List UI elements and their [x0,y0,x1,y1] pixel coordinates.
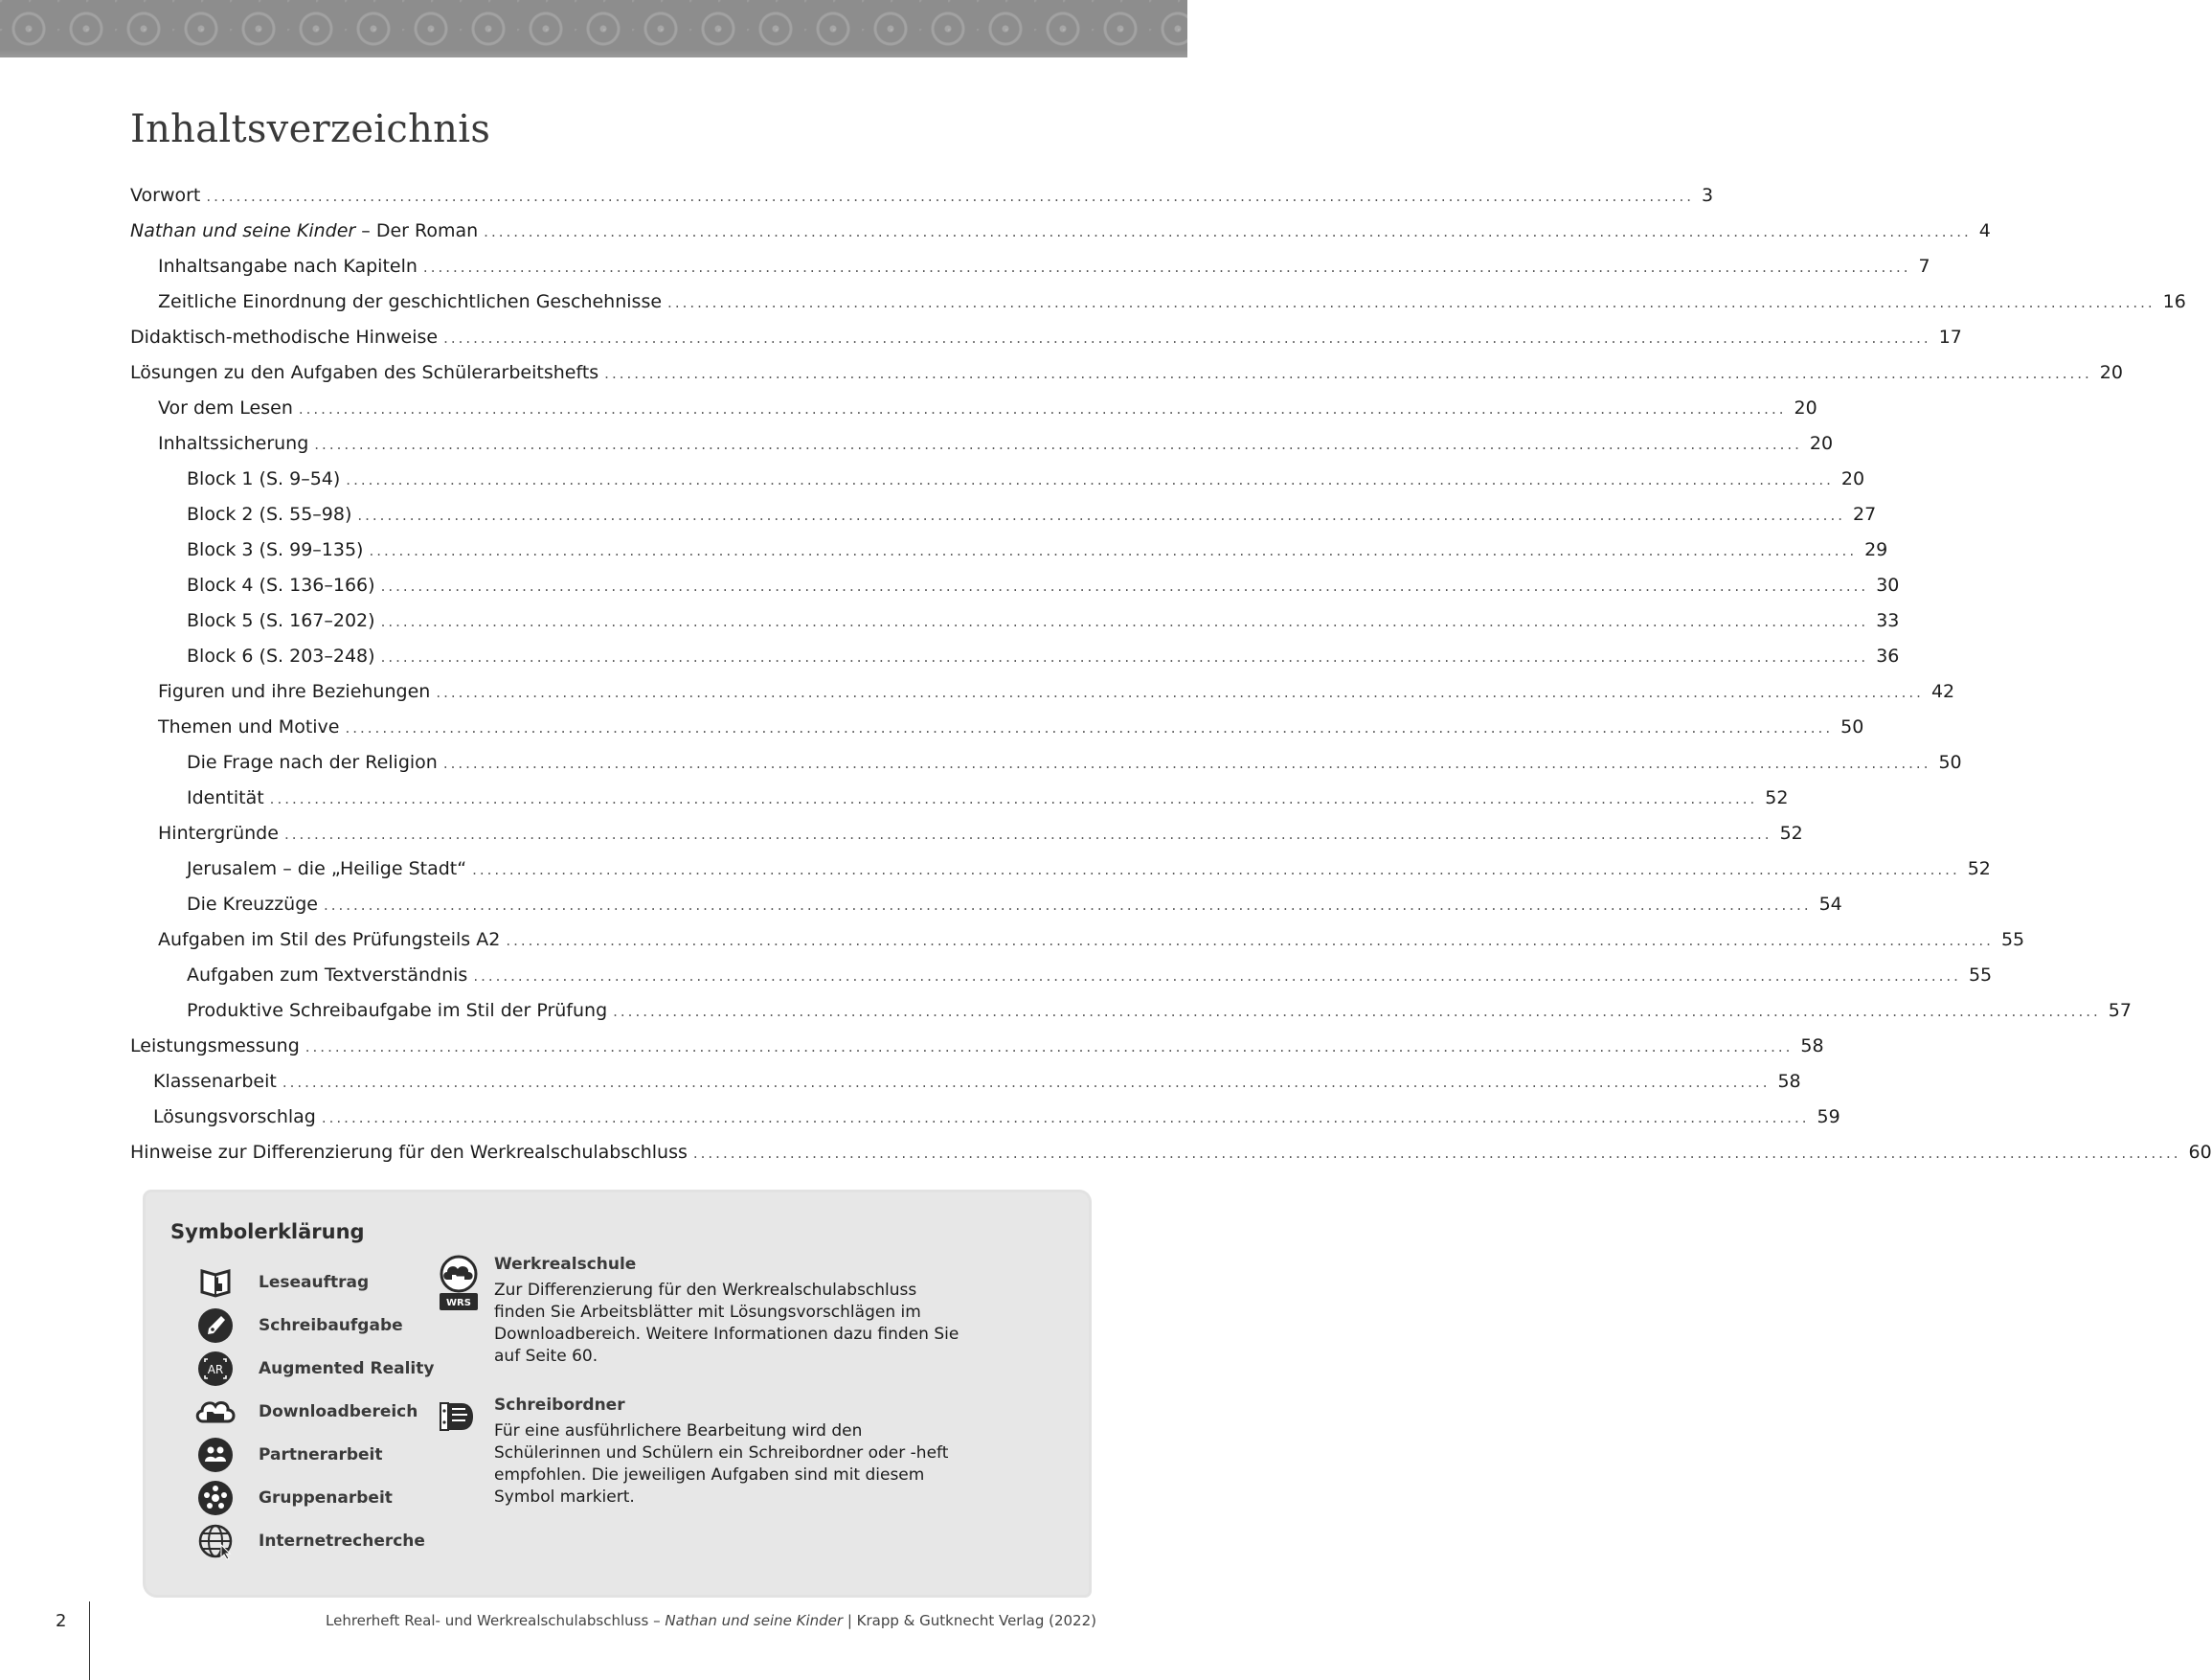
toc-dot-leader: ........................................................................................................................................................................................................ [436,684,1924,701]
footer-text-after: | Krapp & Gutknecht Verlag (2022) [843,1612,1096,1629]
toc-dot-leader: ........................................................................................................................................................................................................ [314,436,1802,453]
legend-label: Downloadbereich [259,1401,418,1421]
toc-entry-page: 42 [1930,681,1955,702]
toc-entry-text: Vor dem Lesen [158,397,293,419]
toc-entry-label [130,1035,300,1056]
toc-entry-label [130,965,467,986]
toc-entry-label [130,716,339,738]
toc-entry-label [130,1000,607,1021]
toc-entry-page: 59 [1817,1106,1840,1127]
toc-dot-leader: ........................................................................................................................................................................................................ [323,897,1812,914]
toc-entry [130,929,2025,965]
toc-entry-page: 16 [2162,291,2186,312]
toc-entry-page: 20 [1794,397,1817,419]
legend-item-leseauftrag [195,1260,434,1304]
toc-entry-page: 58 [1777,1071,1801,1092]
toc-entry-text: Jerusalem – die „Heilige Stadt“ [187,858,467,879]
toc-entry-page: 55 [2000,929,2025,950]
toc-entry-text: Produktive Schreibaufgabe im Stil der Prüfung [187,1000,608,1021]
toc-entry-label [130,397,293,419]
legend-item-gruppenarbeit [195,1476,434,1519]
symbol-legend [146,1192,1089,1595]
footer-text-before: Lehrerheft Real- und Werkrealschulabschluss – [326,1612,666,1629]
toc-dot-leader: ........................................................................................................................................................................................................ [484,223,1972,240]
toc-dot-leader: ........................................................................................................................................................................................................ [613,1003,2101,1020]
toc-entry-text: Lösungen zu den Aufgaben des Schülerarbeitshefts [130,362,599,383]
toc-entry-page: 50 [1840,716,1864,738]
footer-text-italic: Nathan und seine Kinder [665,1612,844,1629]
toc-entry-text: Themen und Motive [158,716,340,738]
toc-dot-leader: ........................................................................................................................................................................................................ [357,507,1845,524]
page-title: Inhaltsverzeichnis [130,107,491,151]
toc-entry-page: 30 [1876,575,1900,596]
page-number: 2 [56,1611,67,1631]
toc-entry [130,1071,1801,1106]
toc-dot-leader: ........................................................................................................................................................................................................ [442,755,1931,772]
toc-dot-leader: ........................................................................................................................................................................................................ [443,329,1931,347]
toc-dot-leader: ........................................................................................................................................................................................................ [369,542,1858,559]
legend-item-augmented-reality [195,1347,434,1390]
toc-entry-page: 58 [1800,1035,1824,1056]
toc-entry-page: 57 [2108,1000,2132,1021]
toc-entry-label [130,504,351,525]
toc-entry [130,362,2123,397]
toc-dot-leader: ........................................................................................................................................................................................................ [282,1074,1771,1091]
legend-title: Symbolerklärung [170,1220,365,1243]
toc-dot-leader: ........................................................................................................................................................................................................ [345,719,1834,737]
toc-entry-page: 50 [1938,752,1962,773]
schreibordner-text: Für eine ausführlichere Bearbeitung wird den Schülerinnen und Schülern ein Schreibordner oder -heft empfohlen. Die jeweiligen Aufgaben sind mit diesem Symbol markiert. [494,1421,949,1507]
toc-entry-page: 29 [1864,539,1888,560]
toc-entry-text: Inhaltsangabe nach Kapiteln [158,256,418,277]
symbol-list [195,1260,434,1562]
ornamental-header-banner [0,0,1187,57]
toc-entry-text: Didaktisch-methodische Hinweise [130,327,439,348]
toc-entry [130,1000,2132,1035]
toc-entry [130,1106,1840,1142]
toc-entry [130,185,1714,220]
toc-entry [130,965,1993,1000]
legend-label: Schreibaufgabe [259,1315,403,1335]
toc-entry [130,752,1962,787]
werkrealschule-text: Zur Differenzierung für den Werkrealschulabschluss finden Sie Arbeitsblätter mit Lösungsvorschlägen im Downloadbereich. Weitere Informationen dazu finden Sie auf Seite 60. [494,1281,959,1366]
partner-icon [195,1435,236,1475]
toc-dot-leader: ........................................................................................................................................................................................................ [380,613,1869,630]
toc-entry-italic-title: Nathan und seine Kinder [130,220,356,241]
toc-entry [130,610,1900,646]
toc-entry [130,681,1955,716]
globe-icon [195,1521,236,1561]
toc-entry [130,433,1834,468]
toc-dot-leader: ........................................................................................................................................................................................................ [604,365,2092,382]
toc-entry [130,327,1962,362]
legend-label: Partnerarbeit [259,1444,383,1464]
toc-dot-leader: ........................................................................................................................................................................................................ [506,932,1994,949]
toc-entry-page: 60 [2188,1142,2212,1163]
toc-entry-label [130,185,200,206]
toc-dot-leader: ........................................................................................................................................................................................................ [380,578,1869,595]
svg-text:AR: AR [207,1362,224,1376]
toc-dot-leader: ........................................................................................................................................................................................................ [472,861,1960,878]
toc-dot-leader: ........................................................................................................................................................................................................ [667,294,2156,311]
toc-entry-label [130,256,418,277]
toc-entry-text: Block 2 (S. 55–98) [187,504,352,525]
werkrealschule-info [446,1255,973,1368]
legend-item-partnerarbeit [195,1433,434,1476]
legend-label: Augmented Reality [259,1358,435,1378]
schreibordner-info [494,1396,973,1509]
toc-entry-text: Block 6 (S. 203–248) [187,646,375,667]
toc-entry-label [130,291,662,312]
toc-entry-text: Die Kreuzzüge [187,894,318,915]
toc-entry-label [130,929,500,950]
toc-dot-leader: ........................................................................................................................................................................................................ [380,648,1869,666]
toc-entry-page: 20 [1840,468,1865,489]
toc-entry-page: 4 [1978,220,1991,241]
toc-entry [130,575,1900,610]
toc-entry-text: Leistungsmessung [130,1035,300,1056]
toc-dot-leader: ........................................................................................................................................................................................................ [422,259,1911,276]
legend-item-schreibaufgabe [195,1304,434,1347]
toc-entry-label [130,610,375,631]
toc-entry-label [130,433,308,454]
toc-entry-text: Hinweise zur Differenzierung für den Werkrealschulabschluss [130,1142,688,1163]
toc-entry-text: Block 3 (S. 99–135) [187,539,364,560]
toc-dot-leader: ........................................................................................................................................................................................................ [346,471,1834,488]
legend-label: Gruppenarbeit [259,1487,393,1508]
toc-entry [130,1035,1824,1071]
toc-entry-label [130,823,279,844]
book-hand-icon [195,1262,236,1303]
toc-entry [130,894,1842,929]
toc-entry-text: Inhaltssicherung [158,433,309,454]
toc-entry-label [130,1071,277,1092]
werkrealschule-title: Werkrealschule [494,1255,637,1274]
legend-item-internetrecherche [195,1519,434,1562]
toc-entry-text: Block 5 (S. 167–202) [187,610,375,631]
footer-citation [326,1612,1096,1629]
toc-entry-label [130,894,318,915]
toc-entry-page: 52 [1967,858,1991,879]
group-icon [195,1478,236,1518]
toc-entry [130,397,1817,433]
toc-entry-page: 55 [1968,965,1993,986]
toc-entry-label [130,575,375,596]
toc-entry-label [130,539,363,560]
toc-dot-leader: ........................................................................................................................................................................................................ [269,790,1758,807]
toc-entry-text: – Der Roman [355,220,479,241]
toc-dot-leader: ........................................................................................................................................................................................................ [473,967,1961,985]
toc-entry-label [130,858,466,879]
toc-entry-page: 17 [1938,327,1962,348]
toc-entry-text: Aufgaben im Stil des Prüfungsteils A2 [158,929,501,950]
toc-entry-label [130,468,340,489]
toc-entry-text: Vorwort [130,185,201,206]
toc-entry-page: 7 [1918,256,1930,277]
toc-entry [130,1142,2212,1177]
toc-entry [130,256,1930,291]
toc-entry-text: Block 4 (S. 136–166) [187,575,375,596]
wrs-badge-text: WRS [446,1298,471,1308]
toc-entry-page: 33 [1876,610,1900,631]
toc-dot-leader: ........................................................................................................................................................................................................ [206,188,1695,205]
toc-entry-text: Aufgaben zum Textverständnis [187,965,468,986]
toc-entry-label [130,787,264,808]
legend-item-downloadbereich [195,1390,434,1433]
toc-dot-leader: ........................................................................................................................................................................................................ [305,1038,1794,1056]
toc-entry [130,220,1991,256]
toc-entry-text: Hintergründe [158,823,279,844]
schreibordner-title: Schreibordner [494,1396,625,1415]
toc-entry-label [130,327,438,348]
toc-entry-page: 20 [2099,362,2123,383]
wrs-cloud-icon [435,1255,483,1308]
schreibordner-icon [435,1396,483,1443]
toc-entry [130,858,1991,894]
toc-dot-leader: ........................................................................................................................................................................................................ [283,826,1772,843]
toc-entry-text: Die Frage nach der Religion [187,752,438,773]
toc-entry [130,539,1888,575]
toc-entry-text: Lösungsvorschlag [153,1106,316,1127]
toc-entry-text: Block 1 (S. 9–54) [187,468,341,489]
toc-entry-page: 27 [1853,504,1877,525]
toc-entry [130,291,2186,327]
toc-entry-label [130,1106,316,1127]
toc-dot-leader: ........................................................................................................................................................................................................ [298,400,1787,418]
cloud-folder-icon [195,1392,236,1432]
table-of-contents [130,185,2212,1177]
toc-entry [130,716,1864,752]
toc-entry [130,787,1789,823]
legend-label: Leseauftrag [259,1272,370,1292]
toc-entry [130,468,1865,504]
ar-icon [195,1349,236,1389]
toc-entry-page: 3 [1702,185,1714,206]
toc-entry-text: Identität [187,787,264,808]
toc-entry-page: 52 [1765,787,1789,808]
toc-entry-label [130,1142,688,1163]
footer-divider [89,1601,90,1680]
toc-entry-page: 54 [1818,894,1842,915]
toc-entry [130,504,1877,539]
pen-nib-icon [195,1305,236,1346]
toc-entry [130,646,1900,681]
legend-label: Internetrecherche [259,1531,425,1551]
toc-entry-page: 20 [1809,433,1834,454]
toc-entry-label [130,362,598,383]
toc-entry [130,823,1803,858]
toc-entry-label [130,752,438,773]
toc-entry-text: Figuren und ihre Beziehungen [158,681,431,702]
toc-entry-text: Zeitliche Einordnung der geschichtlichen Geschehnisse [158,291,663,312]
toc-entry-page: 36 [1876,646,1900,667]
toc-entry-page: 52 [1779,823,1803,844]
toc-entry-label [130,220,478,241]
toc-entry-label [130,646,375,667]
toc-entry-text: Klassenarbeit [153,1071,277,1092]
toc-dot-leader: ........................................................................................................................................................................................................ [692,1145,2181,1162]
toc-entry-label [130,681,430,702]
toc-dot-leader: ........................................................................................................................................................................................................ [321,1109,1810,1126]
